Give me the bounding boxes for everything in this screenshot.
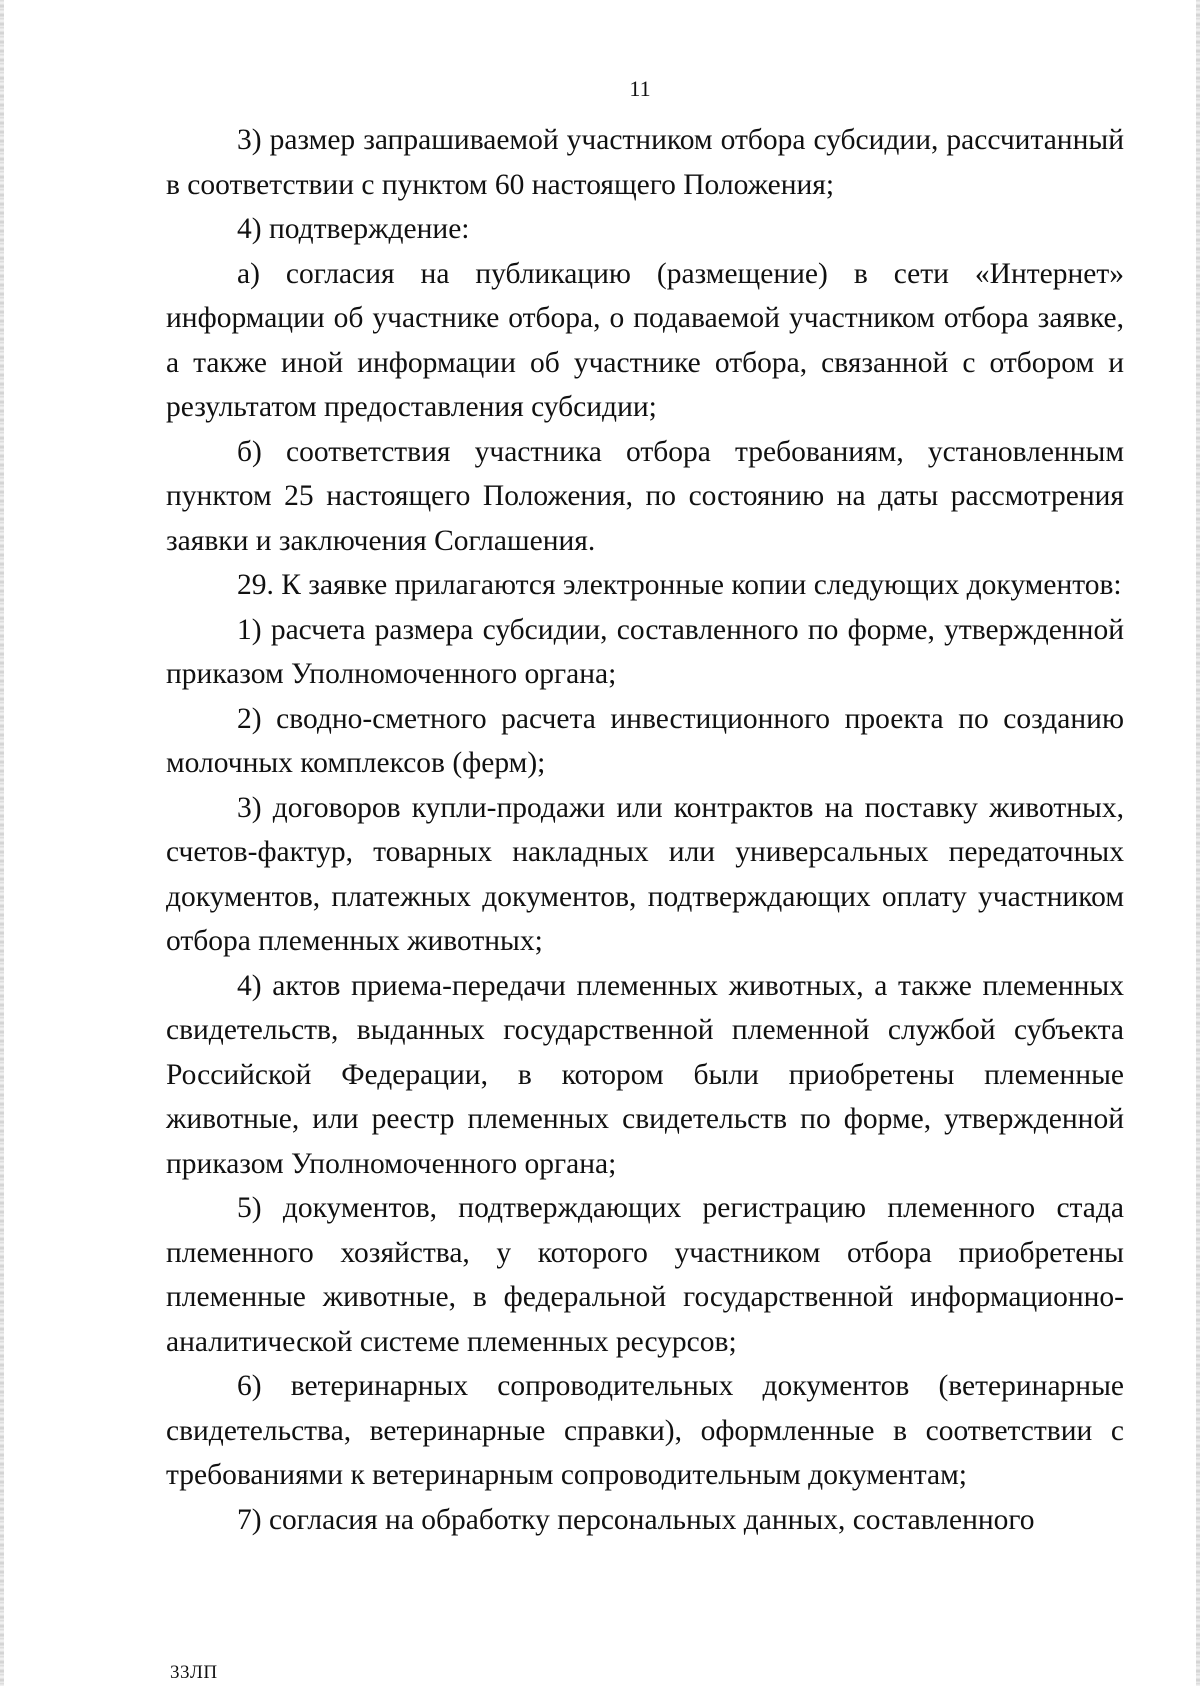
paragraph-item-4-confirmation: 4) подтверждение: [237, 213, 470, 245]
paragraph-doc-6-veterinary-documents: 6) ветеринарных сопроводительных документов (ветеринарные свидетельства, ветеринарные справки), оформленные в соответствии с требованиями к ветеринарным сопроводительным документам; [166, 1370, 1124, 1491]
paragraph-doc-2-estimate: 2) сводно-сметного расчета инвестиционного проекта по созданию молочных комплексов (ферм); [166, 702, 1124, 779]
paragraph-item-b-requirements-compliance: б) соответствия участника отбора требованиям, установленным пунктом 25 настоящего Положения, по состоянию на даты рассмотрения заявки и заключения Соглашения. [166, 435, 1124, 557]
footer-document-code: 33ЛП [170, 1662, 218, 1683]
paragraph-doc-5-herd-registration: 5) документов, подтверждающих регистрацию племенного стада племенного хозяйства, у которого участником отбора приобретены племенные животные, в федеральной государственной информационно-аналитической системе племенных ресурсов; [166, 1192, 1124, 1358]
paragraph-doc-4-acceptance-acts: 4) актов приема-передачи племенных животных, а также племенных свидетельств, выданных государственной племенной службой субъекта Российской Федерации, в котором были приобретены племенные животные, или реестр племенных свидетельств по форме, утвержденной приказом Уполномоченного органа; [166, 969, 1124, 1180]
paragraph-doc-7-personal-data-consent: 7) согласия на обработку персональных данных, составленного [237, 1503, 1035, 1536]
page-number: 11 [629, 76, 651, 101]
scan-edge-left [0, 0, 4, 1686]
paragraph-item-3-subsidy-size: 3) размер запрашиваемой участником отбора субсидии, рассчитанный в соответствии с пунктом 60 настоящего Положения; [166, 124, 1124, 201]
paragraph-doc-3-contracts: 3) договоров купли-продажи или контрактов на поставку животных, счетов-фактур, товарных накладных или универсальных передаточных документов, платежных документов, подтверждающих оплату участником отбора племенных животных; [166, 791, 1124, 957]
scan-edge-right [1196, 0, 1200, 1686]
paragraph-section-29: 29. К заявке прилагаются электронные копии следующих документов: [237, 569, 1122, 601]
document-body [166, 118, 1124, 1542]
paragraph-item-a-publication-consent: а) согласия на публикацию (размещение) в сети «Интернет» информации об участнике отбора, о подаваемой участником отбора заявке, а также иной информации об участнике отбора, связанной с отбором и результатом предоставления субсидии; [166, 257, 1124, 423]
paragraph-doc-1-subsidy-calculation: 1) расчета размера субсидии, составленного по форме, утвержденной приказом Уполномоченного органа; [166, 613, 1124, 690]
